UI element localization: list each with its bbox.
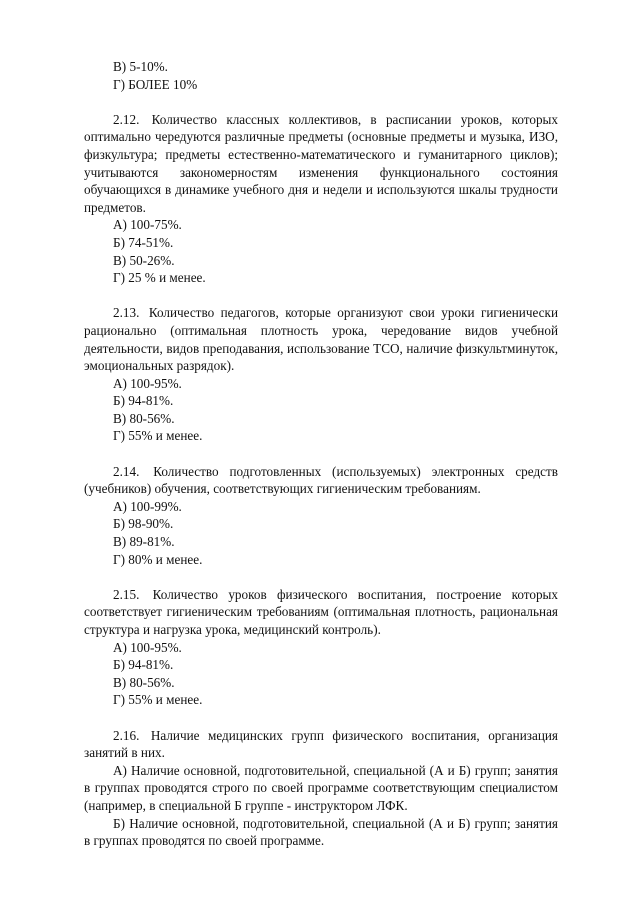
option-g: Г) 55% и менее. [113,428,203,444]
option-b-paragraph: Б) Наличие основной, подготовительной, специальной (А и Б) групп; занятия в группах проводятся по своей программе. [84,815,558,849]
option-v: В) 80-56%. [113,674,175,690]
option-b: Б) 98-90%. [113,516,174,532]
question-text: Наличие медицинских групп физического воспитания, организация занятий в них. [84,727,558,761]
question-2-15 [84,586,558,639]
option-a: А) 100-95%. [113,639,182,655]
option-g: Г) 25 % и менее. [113,270,206,286]
option-v: В) 89-81%. [113,534,175,550]
question-text: Количество подготовленных (используемых) электронных средств (учебников) обучения, соответствующих гигиеническим требованиям. [84,463,559,497]
option-b: Б) 94-81%. [113,657,174,673]
question-number: 2.14. [113,463,140,479]
option-intro-g: Г) БОЛЕЕ 10% [113,76,198,92]
option-g: Г) 55% и менее. [113,692,203,708]
option-b: Б) 74-51%. [113,234,174,250]
question-number: 2.13. [113,305,140,321]
question-text: Количество классных коллективов, в расписании уроков, которых оптимально чередуются различные предметы (основные предметы и музыка, ИЗО, физкультура; предметы естественно-математического и гуманитарного циклов); учитываются закономерностям изменения функционального состояния обучающихся в динамике учебного дня и недели и используются шкалы трудности предметов. [84,111,558,215]
option-a: А) 100-75%. [113,217,182,233]
option-intro-v: В) 5-10%. [113,59,168,74]
option-g: Г) 80% и менее. [113,551,203,567]
spacer [84,93,558,111]
question-number: 2.16. [113,727,140,743]
question-2-12 [84,111,558,217]
question-text: Количество педагогов, которые организуют свои уроки гигиенически рационально (оптимальная плотность урока, чередование видов учебной деятельности, видов преподавания, использование ТСО, наличие физкультминуток, эмоциональных разрядок). [84,305,558,374]
option-a-paragraph: А) Наличие основной, подготовительной, специальной (А и Б) групп; занятия в группах проводятся строго по своей программе соответствующим специалистом (например, в специальной Б группе - инструктором ЛФК. [84,762,558,813]
question-number: 2.12. [113,111,140,127]
spacer [84,445,558,463]
question-2-14 [84,463,558,498]
question-2-16 [84,727,558,762]
spacer [84,287,558,305]
document-page [84,58,558,850]
option-b: Б) 94-81%. [113,393,174,409]
question-2-13 [84,304,558,374]
option-v: В) 50-26%. [113,252,175,268]
question-number: 2.15. [113,586,140,602]
option-v: В) 80-56%. [113,410,175,426]
spacer [84,709,558,727]
spacer [84,568,558,586]
option-a: А) 100-99%. [113,498,182,514]
question-text: Количество уроков физического воспитания, построение которых соответствует гигиеническим требованиям (оптимальная плотность, рациональная структура и нагрузка урока, медицинский контроль). [84,586,558,637]
option-a: А) 100-95%. [113,375,182,391]
